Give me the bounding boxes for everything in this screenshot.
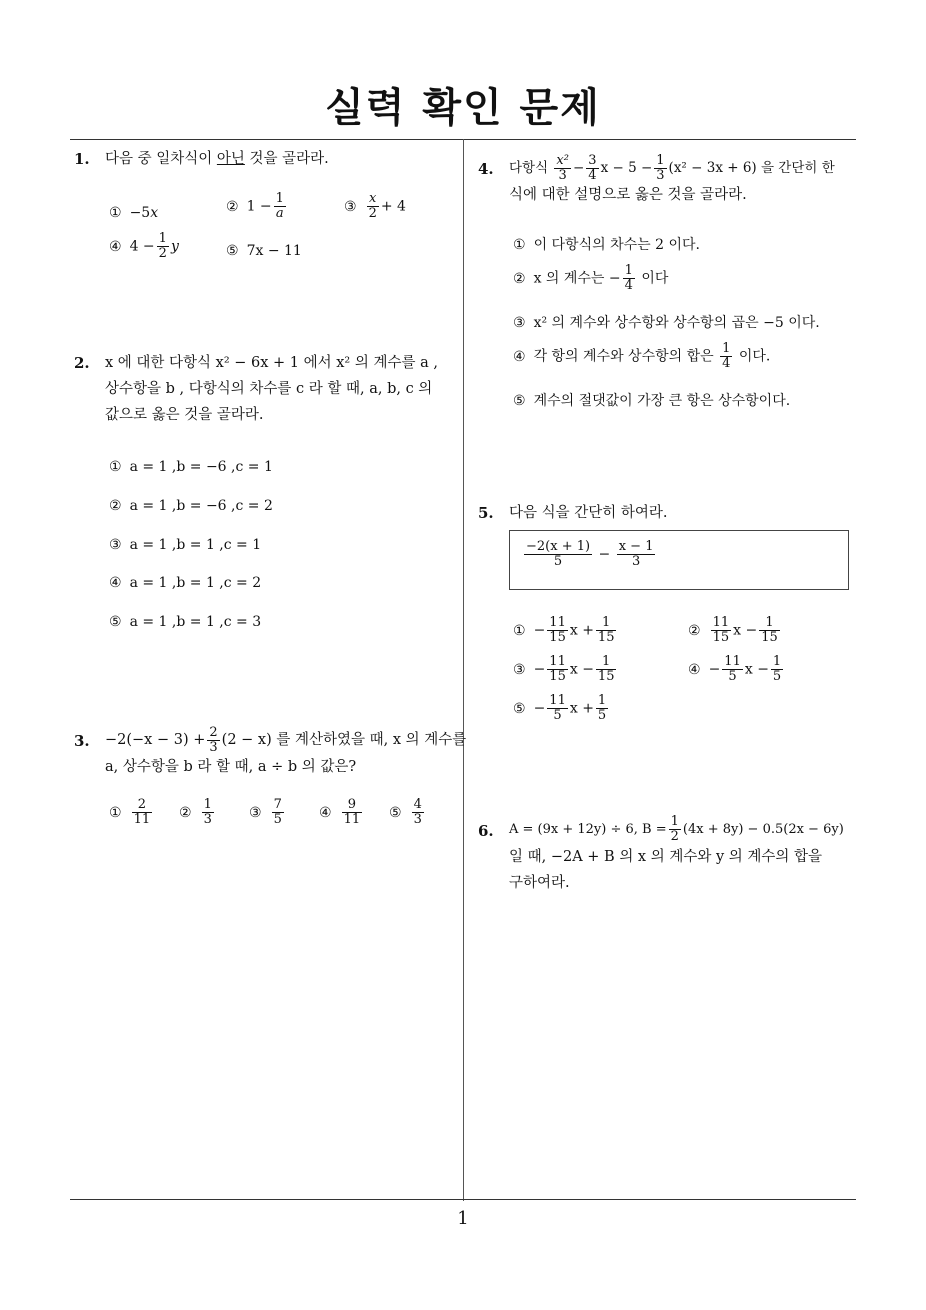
- denominator: 5: [553, 554, 563, 569]
- option-mark: ②: [226, 198, 239, 215]
- option-mark: ③: [513, 315, 526, 331]
- option-2[interactable]: [688, 616, 782, 645]
- denominator: 15: [597, 630, 615, 645]
- option-text: a = 1 ,b = 1 ,c = 1: [129, 537, 262, 553]
- text-part: (x² − 3x + 6) 을 간단히 한: [668, 160, 835, 176]
- problem-2: [74, 350, 459, 640]
- fraction: [623, 264, 635, 293]
- problem-text: 다음 식을 간단히 하여라.: [509, 505, 668, 521]
- numerator: 1: [772, 654, 782, 669]
- option-text: 각 항의 계수와 상수항의 합은: [533, 348, 714, 365]
- problem-number: 3.: [74, 732, 90, 750]
- option-text: a = 1 ,b = 1 ,c = 2: [129, 575, 262, 591]
- option-5[interactable]: [109, 609, 261, 635]
- fraction: [367, 192, 379, 221]
- option-mark: ⑤: [109, 614, 122, 630]
- numerator: 1: [722, 341, 731, 356]
- option-var: y: [170, 238, 179, 255]
- denominator: 11: [343, 812, 361, 827]
- option-text: a = 1 ,b = −6 ,c = 1: [129, 459, 273, 475]
- fraction: [596, 694, 608, 723]
- fraction: [207, 726, 219, 755]
- fraction: [722, 655, 743, 684]
- option-mark: ④: [319, 804, 332, 821]
- option-5[interactable]: [513, 388, 790, 414]
- fraction: [547, 655, 568, 684]
- text-line: 상수항을 b , 다항식의 차수를 c 라 할 때, a, b, c 의: [105, 381, 433, 397]
- numerator: 1: [596, 655, 617, 670]
- option-mark: ①: [109, 459, 122, 475]
- operator: −: [598, 546, 611, 563]
- fraction: [586, 154, 598, 183]
- option-mark: ⑤: [513, 700, 526, 717]
- numerator: 1: [158, 231, 167, 246]
- denominator: 5: [553, 708, 562, 723]
- footer-rule: [70, 1199, 856, 1200]
- option-mark: ④: [513, 348, 526, 365]
- fraction: [771, 655, 783, 684]
- numerator: 9: [342, 798, 363, 813]
- option-5[interactable]: [226, 238, 302, 264]
- option-mark: ①: [513, 237, 526, 253]
- option-mark: ④: [688, 661, 701, 678]
- option-2[interactable]: [179, 798, 216, 827]
- option-var: x: [150, 205, 159, 221]
- denominator: 5: [273, 812, 282, 827]
- sign: −: [533, 700, 546, 717]
- option-text: x +: [569, 622, 594, 639]
- option-mark: ②: [688, 622, 701, 639]
- fraction: [547, 694, 568, 723]
- fraction: [596, 616, 617, 645]
- text-part: 다음 중 일차식이: [105, 151, 217, 167]
- option-text: −5: [129, 205, 151, 221]
- column-divider: [463, 139, 464, 1201]
- text-line: 일 때, −2A + B 의 x 의 계수와 y 의 계수의 합을: [509, 849, 823, 865]
- option-text: 이 다항식의 차수는 2 이다.: [533, 237, 700, 253]
- problem-number: 1.: [74, 150, 90, 168]
- fraction: [596, 655, 617, 684]
- fraction: [132, 798, 153, 827]
- numerator: x: [367, 192, 379, 207]
- numerator: 1: [656, 153, 665, 168]
- denominator: 5: [597, 708, 607, 723]
- boxed-expression: [522, 540, 657, 569]
- denominator: 15: [549, 630, 566, 645]
- option-5[interactable]: [513, 694, 610, 723]
- option-text: x −: [569, 661, 594, 678]
- fraction: [157, 232, 169, 261]
- option-text: 이다.: [738, 348, 771, 365]
- denominator: 3: [413, 812, 422, 827]
- option-mark: ③: [513, 661, 526, 678]
- denominator: 15: [761, 630, 778, 645]
- problem-3: [74, 720, 467, 840]
- option-mark: ④: [109, 575, 122, 591]
- denominator: 4: [588, 168, 597, 183]
- numerator: 4: [413, 797, 422, 812]
- option-5[interactable]: [389, 798, 426, 827]
- problem-number: 4.: [478, 160, 494, 178]
- denominator: 2: [368, 206, 377, 221]
- option-mark: ①: [109, 804, 122, 821]
- option-mark: ⑤: [389, 804, 402, 821]
- numerator: 2: [209, 724, 218, 740]
- option-mark: ⑤: [226, 243, 239, 259]
- option-mark: ②: [109, 498, 122, 514]
- option-3[interactable]: [513, 655, 618, 684]
- option-1[interactable]: [513, 232, 700, 258]
- option-mark: ②: [179, 804, 192, 821]
- numerator: 1: [759, 616, 780, 631]
- text-line: 식에 대한 설명으로 옳은 것을 골라라.: [509, 187, 747, 203]
- option-text: x² 의 계수와 상수항와 상수항의 곱은 −5 이다.: [533, 315, 820, 331]
- problem-text: [509, 148, 861, 208]
- option-text: 계수의 절댓값이 가장 큰 항은 상수항이다.: [533, 393, 791, 409]
- option-2[interactable]: [226, 192, 288, 221]
- numerator: 1: [624, 263, 633, 278]
- fraction: [412, 798, 424, 827]
- option-3[interactable]: [109, 532, 261, 558]
- numerator: 1: [670, 814, 679, 829]
- option-text: a = 1 ,b = −6 ,c = 2: [129, 498, 273, 514]
- denominator: 15: [597, 669, 615, 684]
- option-mark: ④: [109, 238, 122, 255]
- numerator: 1: [596, 616, 617, 631]
- option-mark: ①: [513, 622, 526, 639]
- fraction: [524, 540, 592, 569]
- text-part: −: [572, 160, 585, 176]
- fraction: [617, 540, 656, 569]
- text-part: (4x + 8y) − 0.5(2x − 6y): [682, 822, 844, 837]
- denominator: 3: [209, 739, 218, 755]
- problem-text: [105, 350, 455, 428]
- option-mark: ②: [513, 270, 526, 287]
- numerator: 1: [597, 693, 607, 708]
- option-mark: ③: [109, 537, 122, 553]
- problem-number: 2.: [74, 354, 90, 372]
- option-1[interactable]: [109, 200, 158, 226]
- option-text: 1 −: [246, 198, 272, 215]
- denominator: 4: [624, 278, 633, 293]
- option-3[interactable]: [344, 192, 406, 221]
- underlined-word: 아닌: [216, 151, 245, 167]
- text-part: A = (9x + 12y) ÷ 6, B =: [509, 822, 667, 837]
- option-text: x −: [733, 622, 758, 639]
- fraction: [720, 342, 732, 371]
- numerator: 11: [724, 654, 741, 669]
- problem-1: [74, 146, 454, 266]
- option-mark: ③: [344, 198, 357, 215]
- option-text: 이다: [641, 270, 669, 287]
- option-mark: ⑤: [513, 393, 526, 409]
- denominator: 3: [656, 168, 665, 183]
- problem-5: [478, 500, 862, 740]
- option-4[interactable]: [109, 570, 261, 596]
- page-number: 1: [457, 1208, 469, 1229]
- option-2[interactable]: [513, 264, 668, 293]
- page-title: 실력 확인 문제: [325, 85, 601, 131]
- option-4[interactable]: [688, 655, 785, 684]
- denominator: 3: [203, 812, 212, 827]
- text-part: 다항식: [509, 160, 549, 176]
- numerator: 3: [588, 153, 597, 168]
- denominator: 3: [558, 168, 567, 183]
- numerator: 11: [549, 615, 566, 630]
- option-1[interactable]: [513, 616, 618, 645]
- numerator: −2(x + 1): [526, 539, 591, 554]
- option-4[interactable]: [513, 342, 770, 371]
- problem-number: 6.: [478, 822, 494, 840]
- numerator: 1: [275, 191, 284, 206]
- fraction: [547, 616, 568, 645]
- option-text: a = 1 ,b = 1 ,c = 3: [129, 614, 262, 630]
- sign: −: [533, 622, 546, 639]
- numerator: 1: [203, 797, 212, 812]
- problem-text: [105, 146, 329, 172]
- problem-6: [478, 810, 862, 900]
- option-text: x +: [569, 700, 594, 717]
- denominator: 4: [722, 356, 731, 371]
- option-1[interactable]: [109, 798, 154, 827]
- denominator: a: [275, 206, 284, 221]
- text-part: (2 − x) 를 계산하였을 때, x 의 계수를: [221, 732, 467, 748]
- fraction: [554, 154, 571, 183]
- denominator: 15: [549, 669, 566, 684]
- denominator: 5: [728, 669, 737, 684]
- option-2[interactable]: [109, 493, 273, 519]
- numerator: 7: [273, 797, 282, 812]
- fraction: [202, 798, 214, 827]
- sign: −: [708, 661, 721, 678]
- problem-number: 5.: [478, 504, 494, 522]
- numerator: 2: [132, 798, 153, 813]
- text-line: a, 상수항을 b 라 할 때, a ÷ b 의 값은?: [105, 759, 357, 775]
- fraction: [654, 154, 666, 183]
- problem-text: [105, 720, 467, 780]
- text-part: 것을 골라라.: [244, 151, 329, 167]
- numerator: x − 1: [618, 539, 654, 554]
- option-mark: ①: [109, 205, 122, 221]
- fraction: [342, 798, 363, 827]
- option-mark: ③: [249, 804, 262, 821]
- text-line: 값으로 옳은 것을 골라라.: [105, 407, 264, 423]
- fraction: [711, 616, 732, 645]
- option-4[interactable]: [319, 798, 364, 827]
- problem-text: [509, 810, 861, 896]
- expression-box: [509, 530, 849, 590]
- denominator: 2: [670, 829, 679, 844]
- text-line: 구하여라.: [509, 875, 570, 891]
- numerator: 11: [712, 615, 730, 630]
- option-text: x 의 계수는 −: [533, 270, 621, 287]
- denominator: 5: [772, 669, 782, 684]
- numerator: 11: [549, 693, 566, 708]
- fraction: [759, 616, 780, 645]
- denominator: 11: [133, 812, 151, 827]
- option-text: 7x − 11: [246, 243, 302, 259]
- numerator: x²: [556, 153, 569, 168]
- option-3[interactable]: [249, 798, 286, 827]
- denominator: 3: [631, 554, 641, 569]
- denominator: 15: [712, 630, 730, 645]
- option-text: + 4: [380, 198, 406, 215]
- text-part: x − 5 −: [600, 160, 653, 176]
- denominator: 2: [158, 246, 167, 261]
- sign: −: [533, 661, 546, 678]
- option-3[interactable]: [513, 310, 820, 336]
- numerator: 11: [549, 654, 566, 669]
- option-text: x −: [744, 661, 769, 678]
- fraction: [669, 815, 681, 844]
- option-4[interactable]: [109, 232, 179, 261]
- fraction: [274, 192, 286, 221]
- option-1[interactable]: [109, 454, 273, 480]
- option-text: 4 −: [129, 238, 155, 255]
- text-line: x 에 대한 다항식 x² − 6x + 1 에서 x² 의 계수를 a ,: [105, 355, 438, 371]
- text-part: −2(−x − 3) +: [105, 732, 206, 748]
- fraction: [272, 798, 284, 827]
- problem-4: [478, 148, 862, 418]
